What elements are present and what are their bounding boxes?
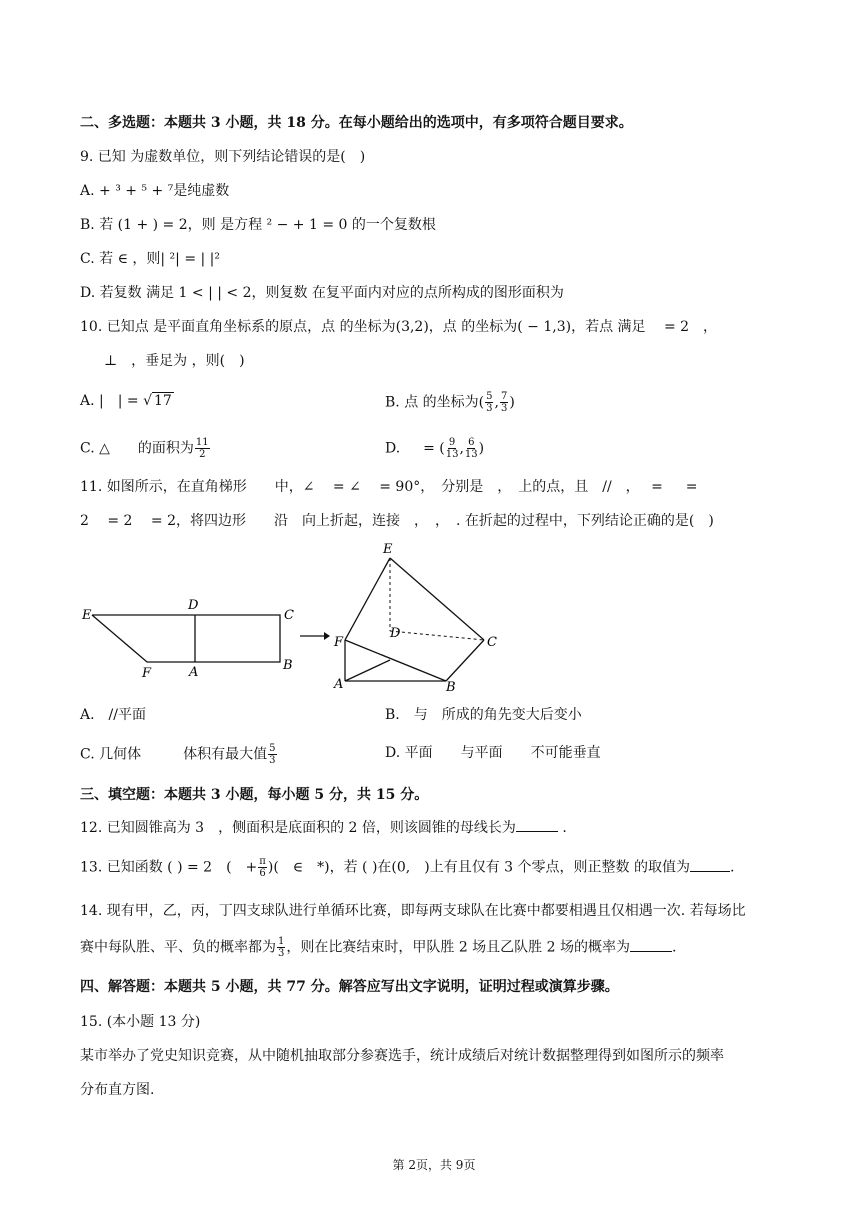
label-c-flat: C (284, 608, 294, 623)
label-e-flat: E (82, 608, 92, 623)
q9-option-a: A. + ³ + ⁵ + ⁷是纯虚数 (80, 183, 230, 199)
label-f-solid: F (334, 635, 344, 650)
section-answer-heading: 四、解答题：本题共 5 小题，共 77 分。解答应写出文字说明，证明过程或演算步骤。 (80, 979, 619, 995)
q10-option-a: A. | | = √ 17 (80, 393, 172, 409)
label-d-solid: D (390, 626, 401, 641)
q10-stem-line2: ⊥ ，垂足为 ，则( ) (104, 353, 245, 369)
q15-header: 15. (本小题 13 分) (80, 1014, 201, 1030)
answer-blank (690, 871, 730, 872)
label-a-flat: A (189, 665, 199, 680)
label-f-flat: F (142, 666, 152, 681)
trapezoid-outline (92, 615, 280, 662)
q11-figure (70, 538, 510, 698)
q11-option-c: C. 几何体 体积有最大值 $\frac{5}{3}$ (80, 743, 276, 766)
q11-stem-line1: 11. 如图所示，在直角梯形 中，∠ = ∠ = 90°， 分别是 ， 上的点，且 // ， = = (80, 479, 698, 495)
q10-option-c: C. △ 的面积为 $\frac{11}{2}$ (80, 437, 209, 460)
q14-line1: 14. 现有甲，乙，丙，丁四支球队进行单循环比赛，即每两支球队在比赛中都要相遇且仅相遇一次. 若每场比 (80, 903, 746, 919)
page-footer: 第 2页，共 9页 (392, 1158, 476, 1172)
answer-blank (630, 951, 672, 952)
label-a-solid: A (334, 677, 344, 692)
sqrt-symbol: √ 17 (143, 393, 172, 409)
answer-blank (516, 831, 558, 832)
q10-option-d: D. = ( $\frac{9}{13}$ , $\frac{6}{13}$ ) (385, 437, 485, 460)
q15-line2: 分布直方图. (80, 1082, 155, 1098)
section-fill-blank-heading: 三、填空题：本题共 3 小题，每小题 5 分，共 15 分。 (80, 787, 429, 803)
q11-option-d: D. 平面 与平面 不可能垂直 (385, 745, 601, 761)
q14-line2: 赛中每队胜、平、负的概率都为 $\frac{1}{3}$ ，则在比赛结束时，甲队胜 2 场且乙队胜 2 场的概率为 . (80, 936, 677, 959)
q11-option-a: A. //平面 (80, 707, 146, 723)
q9-option-b: B. 若 (1 + ) = 2，则 是方程 ² − + 1 = 0 的一个复数根 (80, 217, 436, 233)
q9-option-d: D. 若复数 满足 1 < | | < 2，则复数 在复平面内对应的点所构成的图形面积为 (80, 285, 564, 301)
label-d-flat: D (188, 598, 199, 613)
q11-option-b: B. 与 所成的角先变大后变小 (385, 707, 582, 723)
q15-line1: 某市举办了党史知识竞赛，从中随机抽取部分参赛选手，统计成绩后对统计数据整理得到如图所示的频率 (80, 1048, 724, 1064)
label-e-solid: E (383, 542, 393, 557)
q9-option-c: C. 若 ∈ ，则| ²| = | |² (80, 251, 220, 267)
section-multiple-choice-heading: 二、多选题：本题共 3 小题，共 18 分。在每小题给出的选项中，有多项符合题目要求。 (80, 115, 633, 131)
q10-stem-line1: 10. 已知点 是平面直角坐标系的原点，点 的坐标为(3,2)，点 的坐标为( − 1,3)，若点 满足 = 2 ， (80, 319, 718, 335)
q12-text: 12. 已知圆锥高为 3 ，侧面积是底面积的 2 倍，则该圆锥的母线长为 . (80, 820, 567, 836)
q11-stem-line2: 2 = 2 = 2，将四边形 沿 向上折起，连接 ， ， . 在折起的过程中，下列结论正确的是( ) (80, 513, 714, 529)
label-b-flat: B (283, 658, 293, 673)
q10-option-b: B. 点 的坐标为( $\frac{5}{3}$ , $\frac{7}{3}$ ) (385, 391, 515, 414)
q13-text: 13. 已知函数 ( ) = 2 ( + $\frac{\pi}{6}$ )( ∈ *)，若 ( )在(0, )上有且仅有 3 个零点，则正整数 的取值为 . (80, 856, 735, 879)
q9-stem: 9. 已知 为虚数单位，则下列结论错误的是( ) (80, 149, 366, 165)
label-b-solid: B (446, 680, 456, 695)
label-c-solid: C (487, 635, 497, 650)
